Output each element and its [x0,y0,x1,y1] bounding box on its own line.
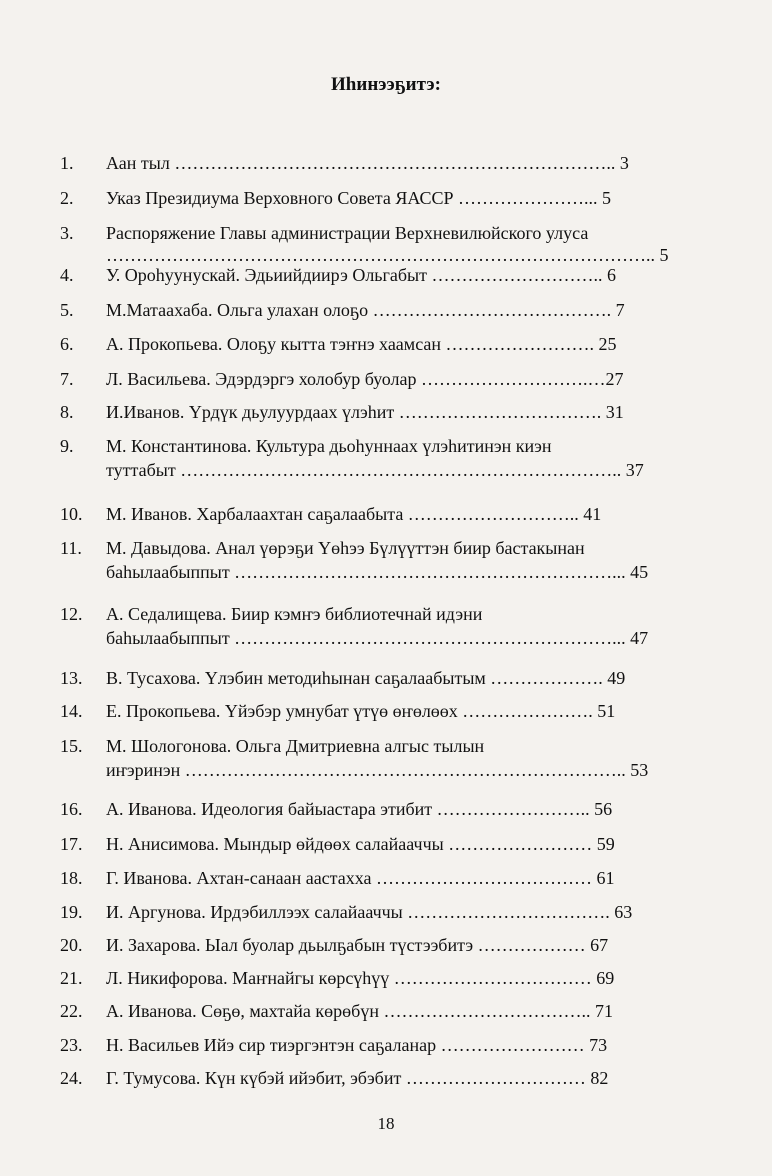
entry-number: 21. [60,968,83,988]
entry-text: А. Иванова. Идеология байыастара этибит …………………….. 56 [106,799,613,819]
entry-text: И.Иванов. Үрдүк дьулуурдаах үлэһит ……………………………. 31 [106,402,624,422]
entry-text: А. Седалищева. Биир кэмҥэ библиотечнай идэни [106,604,483,624]
entry-text-continued: туттабыт ……………………………………………………………….. 37 [106,460,644,480]
entry-number: 10. [60,504,83,524]
entry-number: 20. [60,935,83,955]
entry-number: 15. [60,736,83,756]
entry-number: 19. [60,902,83,922]
entry-text: И. Аргунова. Ирдэбиллээх салайааччы ……………………………. 63 [106,902,633,922]
entry-text: Г. Иванова. Ахтан-санаан аастахха ……………………………… 61 [106,868,615,888]
entry-number: 9. [60,436,74,456]
entry-number: 2. [60,188,74,208]
entry-number: 24. [60,1068,83,1088]
entry-number: 7. [60,369,74,389]
entry-number: 14. [60,701,83,721]
entry-text: Г. Тумусова. Күн күбэй ийэбит, эбэбит ………………………… 82 [106,1068,609,1088]
entry-text: М.Матаахаба. Ольга улахан олоҕо …………………………………. 7 [106,300,625,320]
entry-number: 4. [60,265,74,285]
entry-text: У. Ороһуунускай. Эдьиийдиирэ Ольгабыт ……………………….. 6 [106,265,617,285]
entry-text: М. Константинова. Культура дьоһуннаах үлэһитинэн киэн [106,436,552,456]
page-number: 18 [377,1114,395,1133]
entry-text-continued: баһылаабыппыт ………………………………………………………... 47 [106,628,649,648]
entry-number: 6. [60,334,74,354]
entry-text: М. Давыдова. Анал үөрэҕи Үөһээ Бүлүүттэн биир бастакынан [106,538,585,558]
entry-text: Н. Анисимова. Мындыр өйдөөх салайааччы …………………… 59 [106,834,615,854]
entry-text: Е. Прокопьева. Үйэбэр умнубат үтүө өҥөлөөх …………………. 51 [106,701,616,721]
entry-number: 22. [60,1001,83,1021]
entry-text-continued: иҥэринэн ……………………………………………………………….. 53 [106,760,649,780]
entry-text: Указ Президиума Верховного Совета ЯАССР …………………... 5 [106,188,611,208]
page-title: Иһинээҕитэ: [331,74,441,95]
entry-number: 1. [60,153,74,173]
entry-text: Н. Васильев Ийэ сир тиэргэнтэн саҕаланар …………………… 73 [106,1035,608,1055]
entry-number: 18. [60,868,83,888]
entry-number: 17. [60,834,83,854]
entry-text: А. Прокопьева. Олоҕу кытта тэҥнэ хаамсан ……………………. 25 [106,334,617,354]
entry-text: А. Иванова. Сөҕө, махтайа көрөбүн …………………………….. 71 [106,1001,613,1021]
entry-text: В. Тусахова. Үлэбин методиһынан саҕалаабытым ………………. 49 [106,668,626,688]
entry-number: 13. [60,668,83,688]
entry-text: Л. Никифорова. Маҥнайгы көрсүһүү …………………………… 69 [106,968,615,988]
entry-text: Распоряжение Главы администрации Верхневилюйского улуса [106,223,589,243]
entry-text: И. Захарова. Ыал буолар дьылҕабын түстээбитэ ……………… 67 [106,935,609,955]
entry-number: 5. [60,300,74,320]
entry-text-continued: баһылаабыппыт ………………………………………………………... 45 [106,562,649,582]
entry-text: М. Иванов. Харбалаахтан саҕалаабыта ……………………….. 41 [106,504,602,524]
entry-text: Аан тыл ……………………………………………………………….. 3 [106,153,629,173]
entry-text: М. Шологонова. Ольга Дмитриевна алгыс тылын [106,736,485,756]
entry-number: 11. [60,538,82,558]
entry-number: 23. [60,1035,83,1055]
entry-number: 8. [60,402,74,422]
entry-text: Л. Васильева. Эдэрдэргэ холобур буолар ……………………….…27 [106,369,624,389]
entry-number: 12. [60,604,83,624]
entry-number: 16. [60,799,83,819]
entry-text-continued: ……………………………………………………………………………….. 5 [106,245,669,265]
entry-number: 3. [60,223,74,243]
